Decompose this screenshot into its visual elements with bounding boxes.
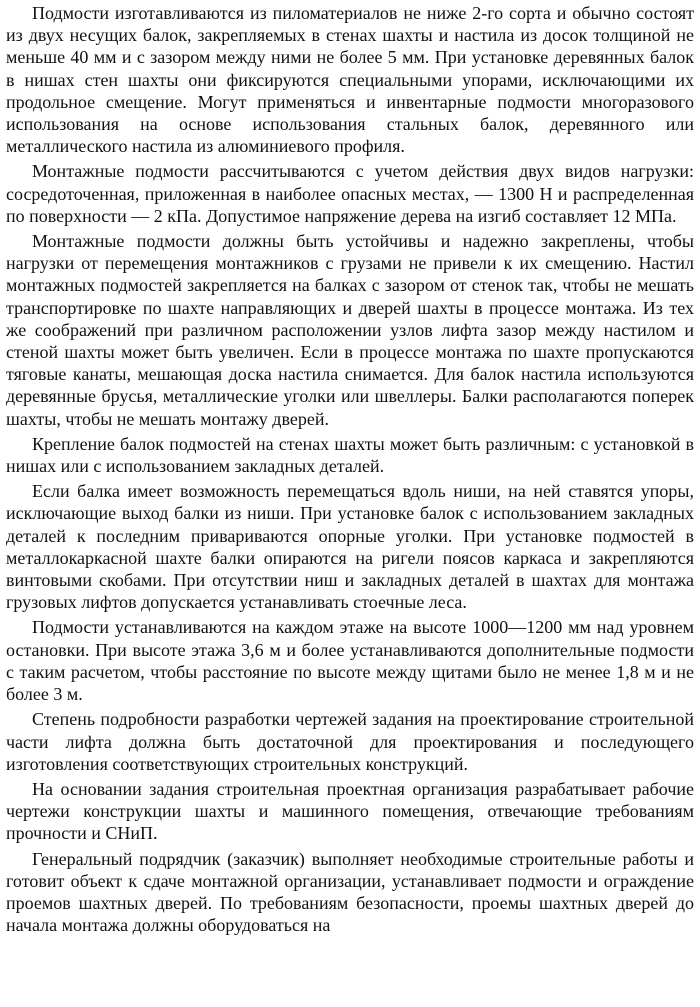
paragraph-8: На основании задания строительная проектная организация разрабатывает рабочие чертежи конструкции шахты и машинного помещения, отвечающие требованиям прочности и СНиП. — [6, 778, 694, 844]
paragraph-1: Подмости изготавливаются из пиломатериалов не ниже 2-го сорта и обычно состоят из двух несущих балок, закрепляемых в стенах шахты и настила из досок толщиной не меньше 40 мм и с зазором между ними не более 5 мм. При установке деревянных балок в нишах стен шахты они фиксируются специальными упорами, исключающими их продольное смещение. Могут применяться и инвентарные подмости многоразового использования на основе использования стальных балок, деревянного или металлического настила из алюминиевого профиля. — [6, 3, 694, 157]
paragraph-2: Монтажные подмости рассчитываются с учетом действия двух видов нагрузки: сосредоточенная, приложенная в наиболее опасных местах, — 1300 Н и распределенная по поверхности — 2 кПа. Допустимое напряжение дерева на изгиб составляет 12 МПа. — [6, 161, 694, 226]
paragraph-5: Если балка имеет возможность перемещаться вдоль ниши, на ней ставятся упоры, исключающие выход балки из ниши. При установке балок с использованием закладных деталей к последним привариваются опорные уголки. При установке подмостей в металлокаркасной шахте балки опираются на ригели поясов каркаса и закрепляются винтовыми скобами. При отсутствии ниш и закладных деталей в шахтах для монтажа грузовых лифтов допускается устанавливать стоечные леса. — [6, 481, 694, 613]
paragraph-9: Генеральный подрядчик (заказчик) выполняет необходимые строительные работы и готовит объект к сдаче монтажной организации, устанавливает подмости и ограждение проемов шахтных дверей. По требованиям безопасности, проемы шахтных дверей до начала монтажа должны оборудоваться на — [6, 848, 694, 936]
paragraph-7: Степень подробности разработки чертежей задания на проектирование строительной части лифта должна быть достаточной для проектирования и последующего изготовления соответствующих строительных конструкций. — [6, 709, 694, 774]
paragraph-6: Подмости устанавливаются на каждом этаже на высоте 1000—1200 мм над уровнем остановки. При высоте этажа 3,6 м и более устанавливаются дополнительные подмости с таким расчетом, чтобы расстояние по высоте между щитами было не менее 1,8 м и не более 3 м. — [6, 617, 694, 705]
paragraph-4: Крепление балок подмостей на стенах шахты может быть различным: с установкой в нишах или с использованием закладных деталей. — [6, 433, 694, 477]
paragraph-3: Монтажные подмости должны быть устойчивы и надежно закреплены, чтобы нагрузки от перемещения монтажников с грузами не привели к их смещению. Настил монтажных подмостей закрепляется на балках с зазором от стенок так, чтобы не мешать транспортировке по шахте направляющих и дверей шахты в процессе монтажа. Из тех же соображений при различном расположении узлов лифта зазор между настилом и стеной шахты может быть увеличен. Если в процессе монтажа по шахте пропускаются тяговые канаты, мешающая доска настила снимается. Для балок настила используются деревянные брусья, металлические уголки или швеллеры. Балки располагаются поперек шахты, чтобы не мешать монтажу дверей. — [6, 231, 694, 429]
